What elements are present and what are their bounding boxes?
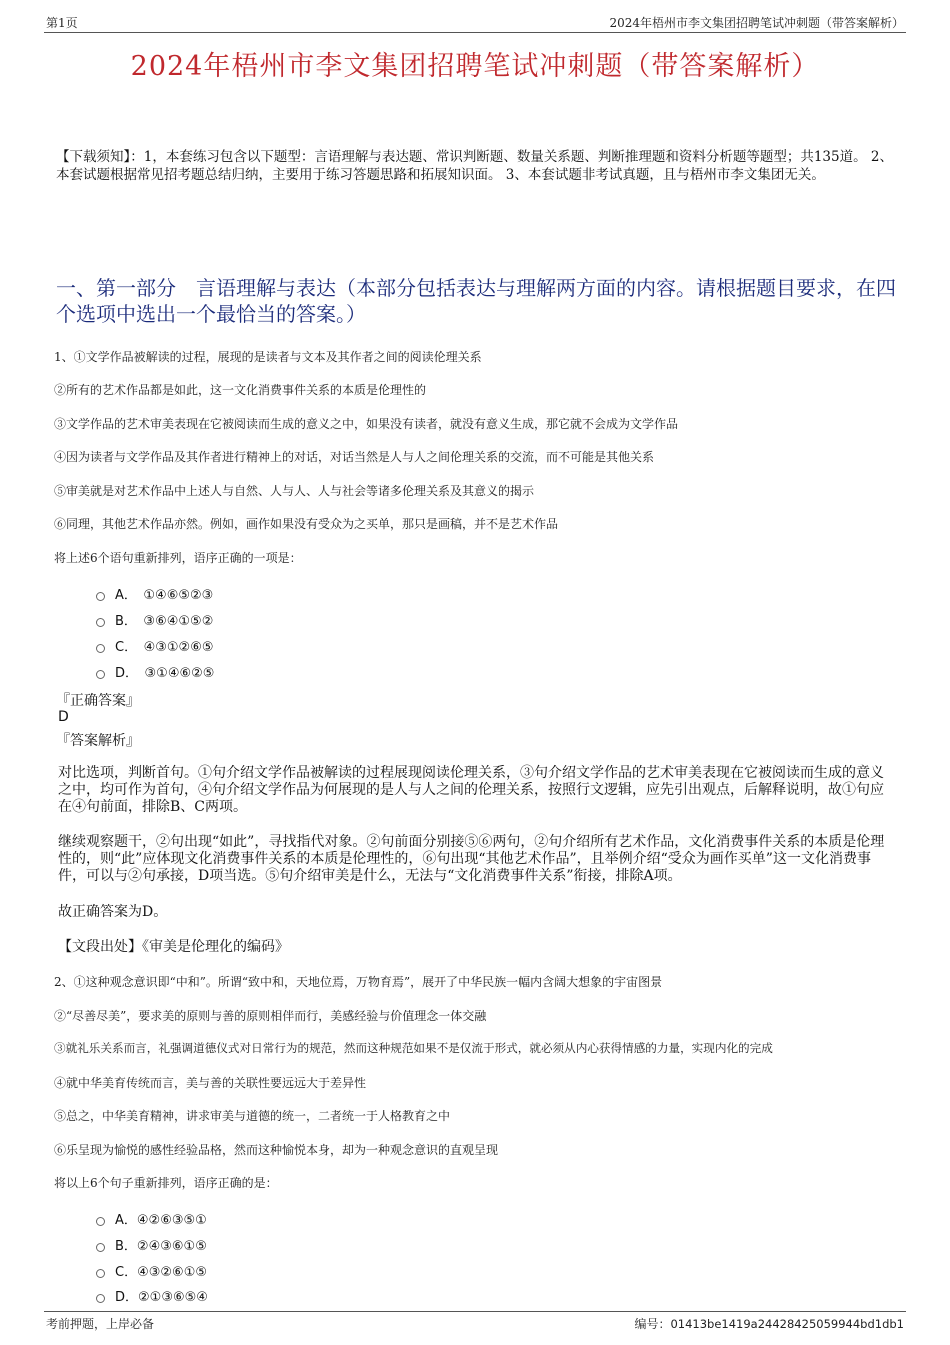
- section-heading: 一、第一部分 言语理解与表达（本部分包括表达与理解两方面的内容。请根据题目要求，在四个选项中选出一个最恰当的答案。）: [56, 276, 896, 326]
- q2-option-a[interactable]: A．④②⑥③⑤①: [96, 1209, 207, 1228]
- q1-prompt: 将上述6个语句重新排列，语序正确的一项是：: [54, 551, 302, 565]
- q1-line-2: ②所有的艺术作品都是如此，这一文化消费事件关系的本质是伦理性的: [54, 383, 427, 397]
- header-rule: [44, 32, 906, 33]
- radio-icon: [96, 670, 105, 679]
- radio-icon: [96, 592, 105, 601]
- q2-prompt: 将以上6个句子重新排列，语序正确的是：: [54, 1176, 278, 1190]
- footer-code: 编号：01413be1419a24428425059944bd1db1: [634, 1317, 904, 1331]
- q1-option-a[interactable]: A． ①④⑥⑤②③: [96, 584, 213, 603]
- q1-line-3: ③文学作品的艺术审美表现在它被阅读而生成的意义之中，如果没有读者，就没有意义生成，那它就不会成为文学作品: [54, 417, 679, 431]
- q2-line-4: ④就中华美育传统而言，美与善的关联性要远远大于差异性: [54, 1076, 367, 1090]
- q1-line-4: ④因为读者与文学作品及其作者进行精神上的对话，对话当然是人与人之间伦理关系的交流，而不可能是其他关系: [54, 450, 655, 464]
- q1-analysis-p1: 对比选项，判断首句。①句介绍文学作品被解读的过程展现阅读伦理关系，③句介绍文学作品的艺术审美表现在它被阅读而生成的意义之中，均可作为首句，④句介绍文学作品为何展现的是人与人之间的伦理关系，按照行文逻辑，应先引出观点，后解释说明，故①句应在④句前面，排除B、C两项。: [58, 765, 884, 815]
- q1-line-5: ⑤审美就是对艺术作品中上述人与自然、人与人、人与社会等诸多伦理关系及其意义的揭示: [54, 484, 535, 498]
- footer-rule: [44, 1311, 906, 1312]
- page-number: 第1页: [46, 16, 78, 30]
- q1-option-b[interactable]: B． ③⑥④①⑤②: [96, 610, 213, 629]
- radio-icon: [96, 644, 105, 653]
- q1-answer: D: [58, 709, 69, 725]
- radio-icon: [96, 618, 105, 627]
- radio-icon: [96, 1269, 105, 1278]
- q1-analysis-p2: 继续观察题干，②句出现“如此”，寻找指代对象。②句前面分别接⑤⑥两句，②句介绍所有艺术作品，文化消费事件关系的本质是伦理性的，则“此”应体现文化消费事件关系的本质是伦理性的，⑥句出现“其他艺术作品”，且举例介绍“受众为画作买单”这一文化消费事件，可以与②句承接，D项当选。⑤句介绍审美是什么，无法与“文化消费事件关系”衔接，排除A项。: [58, 834, 885, 884]
- q2-option-c[interactable]: C．④③②⑥①⑤: [96, 1261, 207, 1280]
- q1-analysis-p3: 故正确答案为D。: [58, 904, 168, 920]
- q1-answer-label: 『正确答案』: [56, 693, 140, 709]
- download-notice: 【下载须知】：1，本套练习包含以下题型：言语理解与表达题、常识判断题、数量关系题、判断推理题和资料分析题等题型；共135道。 2、本套试题根据常见招考题总结归纳，主要用于练习答题思路和拓展知识面。 3、本套试题非考试真题，且与梧州市李文集团无关。: [56, 149, 893, 183]
- radio-icon: [96, 1243, 105, 1252]
- q2-option-b[interactable]: B．②④③⑥①⑤: [96, 1235, 207, 1254]
- q1-option-d[interactable]: D． ③①④⑥②⑤: [96, 662, 214, 681]
- q1-line-6: ⑥同理，其他艺术作品亦然。例如，画作如果没有受众为之买单，那只是画稿，并不是艺术作品: [54, 517, 559, 531]
- radio-icon: [96, 1217, 105, 1226]
- page-title: 2024年梧州市李文集团招聘笔试冲刺题（带答案解析）: [130, 51, 820, 82]
- radio-icon: [96, 1294, 105, 1303]
- header-doc-title: 2024年梧州市李文集团招聘笔试冲刺题（带答案解析）: [609, 16, 904, 30]
- q2-line-2: ②“尽善尽美”，要求美的原则与善的原则相伴而行，美感经验与价值理念一体交融: [54, 1009, 487, 1023]
- q1-option-c[interactable]: C． ④③①②⑥⑤: [96, 636, 214, 655]
- q2-line-5: ⑤总之，中华美育精神，讲求审美与道德的统一，二者统一于人格教育之中: [54, 1109, 451, 1123]
- q1-line-1: 1、①文学作品被解读的过程，展现的是读者与文本及其作者之间的阅读伦理关系: [54, 350, 482, 364]
- q1-analysis-label: 『答案解析』: [56, 733, 140, 749]
- q2-line-3: ③就礼乐关系而言，礼强调道德仪式对日常行为的规范，然而这种规范如果不是仅流于形式，就必须从内心获得情感的力量，实现内化的完成: [54, 1041, 773, 1055]
- q1-source: 【文段出处】《审美是伦理化的编码》: [58, 939, 289, 955]
- footer-slogan: 考前押题，上岸必备: [46, 1317, 155, 1331]
- q2-line-1: 2、①这种观念意识即“中和”。所谓“致中和，天地位焉，万物育焉”，展开了中华民族一幅内含阔大想象的宇宙图景: [54, 975, 663, 989]
- q2-option-d[interactable]: D．②①③⑥⑤④: [96, 1286, 208, 1305]
- q2-line-6: ⑥乐呈现为愉悦的感性经验品格，然而这种愉悦本身，却为一种观念意识的直观呈现: [54, 1143, 499, 1157]
